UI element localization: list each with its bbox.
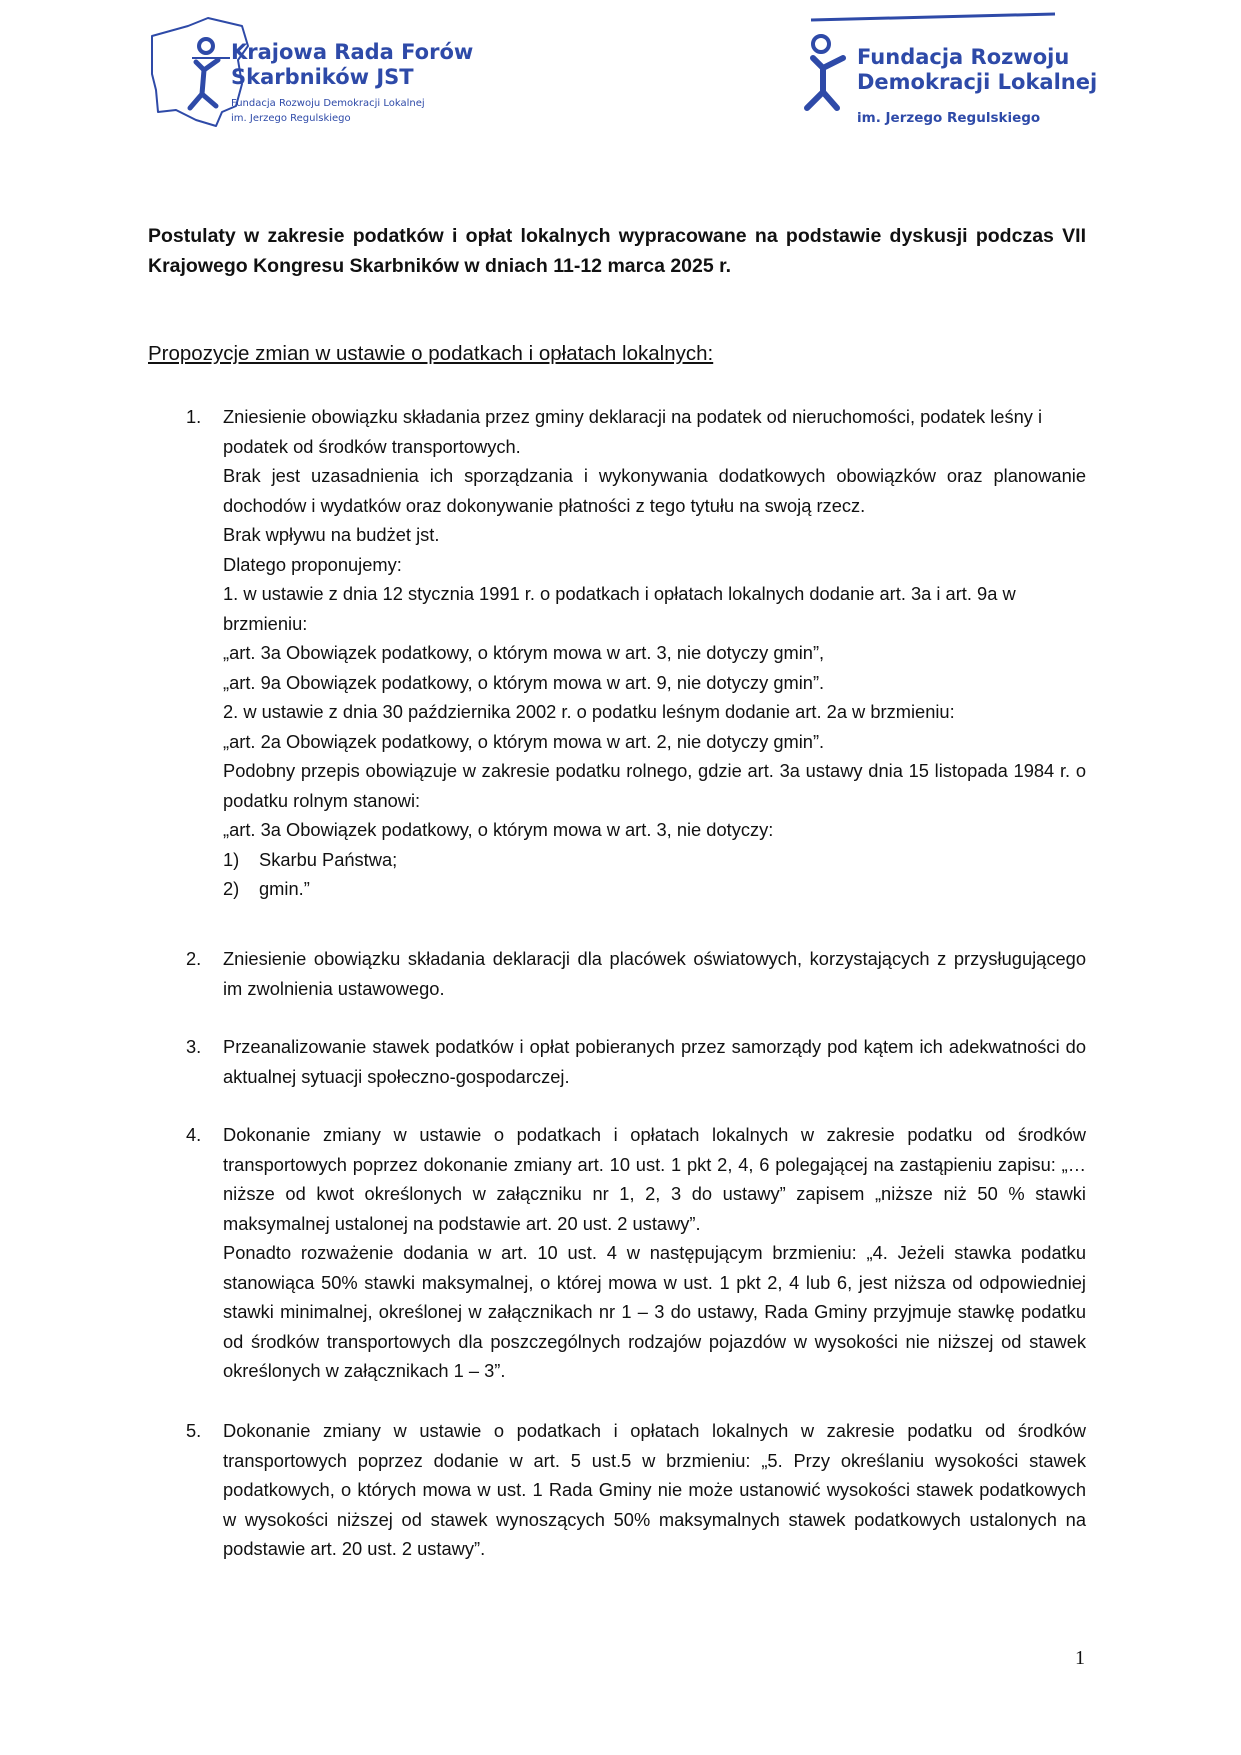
logo-fundacja xyxy=(795,12,1145,132)
paragraph: Zniesienie obowiązku składania przez gminy deklaracji na podatek od nieruchomości, podatek leśny i podatek od środków transportowych. xyxy=(223,406,1043,457)
paragraph: „art. 9a Obowiązek podatkowy, o którym mowa w art. 9, nie dotyczy gmin”. xyxy=(223,671,825,693)
logo-left-line1: Krajowa Rada Forów xyxy=(231,40,474,64)
paragraph: Brak jest uzasadnienia ich sporządzania i wykonywania dodatkowych obowiązków oraz planowanie dochodów i wydatków oraz dokonywanie płatności z tego tytułu na swoją rzecz. xyxy=(223,465,1086,516)
section-heading: Propozycje zmian w ustawie o podatkach i opłatach lokalnych: xyxy=(148,342,714,365)
paragraph: Dokonanie zmiany w ustawie o podatkach i opłatach lokalnych w zakresie podatku od środków transportowych poprzez dokonanie zmiany art. 10 ust. 1 pkt 2, 4, 6 polegającej na zastąpieniu zapisu: „…niższe od kwot określonych w załączniku nr 1, 2, 3 do ustawy” zapisem „niższe niż 50 % stawki maksymalnej ustalonej na podstawie art. 20 ust. 2 ustawy”. xyxy=(223,1124,1086,1234)
list-item-body xyxy=(223,1032,1086,1091)
paragraph: „art. 2a Obowiązek podatkowy, o którym mowa w art. 2, nie dotyczy gmin”. xyxy=(223,730,825,752)
paragraph: „art. 3a Obowiązek podatkowy, o którym mowa w art. 3, nie dotyczy: xyxy=(223,819,774,840)
logo-krajowa-rada xyxy=(150,14,500,144)
sub-list-item xyxy=(223,845,1086,875)
sub-list-text: gmin.” xyxy=(259,878,310,899)
list-item-number: 4. xyxy=(186,1124,202,1145)
paragraph: 1. w ustawie z dnia 12 stycznia 1991 r. o podatkach i opłatach lokalnych dodanie art. 3a i art. 9a w brzmieniu: xyxy=(223,583,1016,634)
sub-list-number: 1) xyxy=(223,848,240,870)
logo-left-line2: Skarbników JST xyxy=(231,65,414,89)
paragraph: Ponadto rozważenie dodania w art. 10 ust. 4 w następującym brzmieniu: „4. Jeżeli stawka podatku stanowiąca 50% stawki maksymalnej, o której mowa w ust. 1 pkt 2, 4 lub 6, jest niższa od odpowiedniej stawki minimalnej, określonej w załącznikach nr 1 – 3 do ustawy, Rada Gminy przyjmuje stawkę podatku od środków transportowych dla poszczególnych rodzajów pojazdów w wysokości nie niższej od stawek określonych w załącznikach 1 – 3”. xyxy=(223,1242,1086,1381)
document-title: Postulaty w zakresie podatków i opłat lokalnych wypracowane na podstawie dyskusji podczas VII Krajowego Kongresu Skarbników w dniach 11-12 marca 2025 r. xyxy=(148,225,1086,277)
logo-right-line3: im. Jerzego Regulskiego xyxy=(857,110,1041,126)
paragraph: Przeanalizowanie stawek podatków i opłat pobieranych przez samorządy pod kątem ich adekwatności do aktualnej sytuacji społeczno-gospodarczej. xyxy=(223,1036,1086,1087)
list-item-body xyxy=(223,402,1086,904)
paragraph: „art. 3a Obowiązek podatkowy, o którym mowa w art. 3, nie dotyczy gmin”, xyxy=(223,642,825,663)
logo-right-line1: Fundacja Rozwoju xyxy=(857,45,1070,69)
paragraph: Brak wpływu na budżet jst. xyxy=(223,524,440,545)
sub-list-number: 2) xyxy=(223,878,240,899)
list-item-number: 3. xyxy=(186,1036,202,1057)
list-item-body xyxy=(223,1416,1086,1564)
list-item-body xyxy=(223,1120,1086,1386)
sub-list-item xyxy=(223,874,1086,904)
paragraph: Dlatego proponujemy: xyxy=(223,553,402,575)
logo-left-line4: im. Jerzego Regulskiego xyxy=(231,113,351,124)
paragraph: Dokonanie zmiany w ustawie o podatkach i opłatach lokalnych w zakresie podatku od środków transportowych poprzez dodanie w art. 5 ust.5 w brzmieniu: „5. Przy określaniu wysokości stawek podatkowych, o których mowa w ust. 1 Rada Gminy nie może ustanowić wysokości stawek podatkowych w wysokości niższej od stawek wynoszących 50% maksymalnych stawek podatkowych ustalonych na podstawie art. 20 ust. 2 ustawy”. xyxy=(223,1420,1086,1559)
list-item-number: 5. xyxy=(186,1420,202,1441)
list-item-number: 1. xyxy=(186,406,202,427)
page-number: 1 xyxy=(1075,1647,1085,1669)
list-item-body xyxy=(223,944,1086,1003)
sub-list-text: Skarbu Państwa; xyxy=(259,848,398,870)
paragraph: Zniesienie obowiązku składania deklaracji dla placówek oświatowych, korzystających z przysługującego im zwolnienia ustawowego. xyxy=(223,948,1086,999)
paragraph: 2. w ustawie z dnia 30 października 2002 r. o podatku leśnym dodanie art. 2a w brzmieniu: xyxy=(223,701,955,722)
logo-left-line3: Fundacja Rozwoju Demokracji Lokalnej xyxy=(231,98,425,109)
logo-right-line2: Demokracji Lokalnej xyxy=(857,70,1098,94)
paragraph: Podobny przepis obowiązuje w zakresie podatku rolnego, gdzie art. 3a ustawy dnia 15 listopada 1984 r. o podatku rolnym stanowi: xyxy=(223,760,1086,811)
list-item-number: 2. xyxy=(186,948,202,969)
